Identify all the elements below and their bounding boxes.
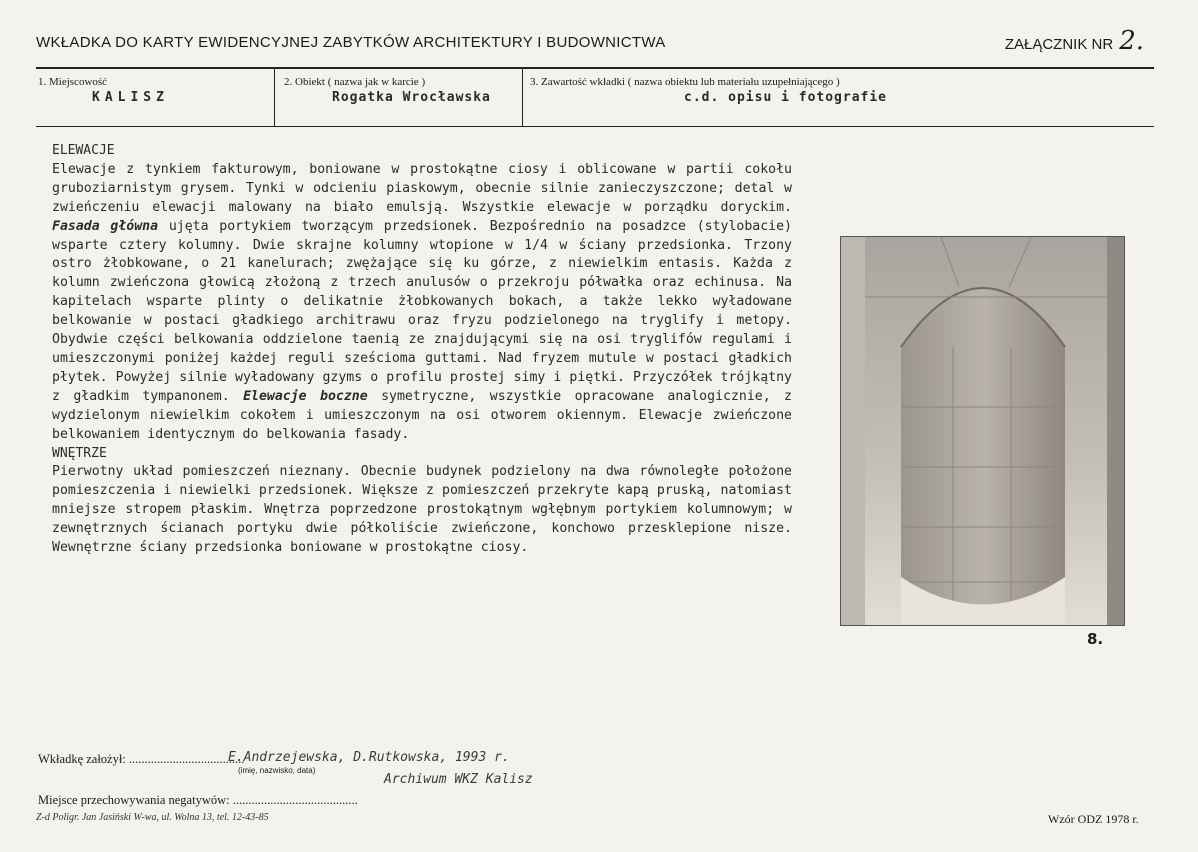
archive-note: Archiwum WKZ Kalisz — [384, 772, 533, 787]
niche-photo — [840, 236, 1125, 626]
place-label: 1. Miejscowość — [38, 76, 108, 88]
content-value: c.d. opisu i fotografie — [684, 90, 888, 105]
annex-number — [1005, 26, 1144, 56]
elevations-intro: Elewacje z tynkiem fakturowym, boniowane w prostokątne ciosy i oblicowane w partii cokołu gruboziarnistym grysem. Tynki w odcieniu piaskowym, obecnie silnie zanieczyszczone; detal w zwieńczeniu elewacji malowany na biało emulsją. Wszystkie elewacje w porządku doryckim. — [52, 161, 792, 215]
header-rule-top — [36, 67, 1154, 69]
form-title: WKŁADKA DO KARTY EWIDENCYJNEJ ZABYTKÓW ARCHITEKTURY I BUDOWNICTWA — [36, 34, 666, 51]
negatives-label: Miejsce przechowywania negatywów: ........................................ — [38, 793, 358, 807]
annex-label: ZAŁĄCZNIK NR — [1004, 36, 1114, 53]
field-divider-1 — [274, 69, 275, 126]
section-title-interior: WNĘTRZE — [52, 445, 107, 461]
figure-number: 8. — [1087, 630, 1104, 648]
side-elevations-text: symetryczne, wszystkie opracowane analogicznie, z wydzielonym niewielkim cokołem i umieszczonym na osi otworem okiennym. Elewacje zwieńczone belkowaniem identycznym do belkowania fasady. — [52, 388, 792, 442]
field-divider-2 — [522, 69, 523, 126]
content-label: 3. Zawartość wkładki ( nazwa obiektu lub materiału uzupełniającego ) — [530, 76, 840, 88]
main-facade-text: ujęta portykiem tworzącym przedsionek. Bezpośrednio na posadzce (stylobacie) wsparte cztery kolumny. Dwie skrajne kolumny wtopione w 1/4 w ściany przedsionka. Trzony ostro żłobkowane, o 21 kanelurach; zwężające się ku górze, z niewielkim entasis. Każda z kolumn zwieńczona głowicą złożoną z trzech anulusów o przekroju półwałka oraz echinusa. Na kapitelach wsparte plinty o delikatnie żłobkowanych bokach, a także lekko wyładowane belkowanie w postaci gładkiego architrawu oraz fryzu podzielonego na tryglify i metopy. Obydwie części belkowania oddzielone taenią ze znajdującymi się na osi tryglifów regulami i umieszczonymi poniżej każdej reguli sześcioma guttami. Nad fryzem mutule w postaci gładkich płytek. Powyżej silnie wyładowany gzyms o profilu prostej simy i piętki. Przyczółek trójkątny z gładkim tympanonem. — [52, 218, 792, 404]
annex-number-value: 2. — [1119, 26, 1144, 56]
printer-imprint: Z-d Poligr. Jan Jasiński W-wa, ul. Wolna 13, tel. 12-43-85 — [36, 812, 269, 823]
form-model — [1048, 812, 1139, 827]
header-rule-bottom — [36, 126, 1154, 127]
place-value: KALISZ — [92, 90, 169, 105]
description-body — [52, 142, 792, 558]
founder-label: Wkładkę założył: ..................................... — [38, 752, 245, 766]
section-text-elevations — [52, 161, 792, 445]
founder-hint: (imię, nazwisko, data) — [238, 766, 316, 775]
niche-photo-image — [841, 237, 1124, 625]
form-model-year: 1978 r. — [1105, 812, 1139, 826]
emphasis-main-facade: Fasada główna — [52, 218, 159, 234]
section-title-elevations: ELEWACJE — [52, 143, 115, 158]
object-value: Rogatka Wrocławska — [332, 90, 491, 105]
founder-value: E.Andrzejewska, D.Rutkowska, 1993 r. — [228, 750, 510, 765]
object-label: 2. Obiekt ( nazwa jak w karcie ) — [284, 76, 426, 88]
emphasis-side-elevations: Elewacje boczne — [243, 388, 368, 404]
form-model-label: Wzór ODZ — [1048, 812, 1103, 826]
section-text-interior: Pierwotny układ pomieszczeń nieznany. Obecnie budynek podzielony na dwa równoległe położone pomieszczenia i niewielki przedsionek. Większe z pomieszczeń przekryte kapą pruską, natomiast mniejsze stropem płaskim. Wnętrza poprzedzone prostokątnym wgłębnym portykiem kolumnowym; w zewnętrznych ścianach portyku dwie półkoliście zwieńczone, konchowo przesklepione nisze. Wewnętrzne ściany przedsionka boniowane w prostokątne ciosy. — [52, 464, 792, 556]
